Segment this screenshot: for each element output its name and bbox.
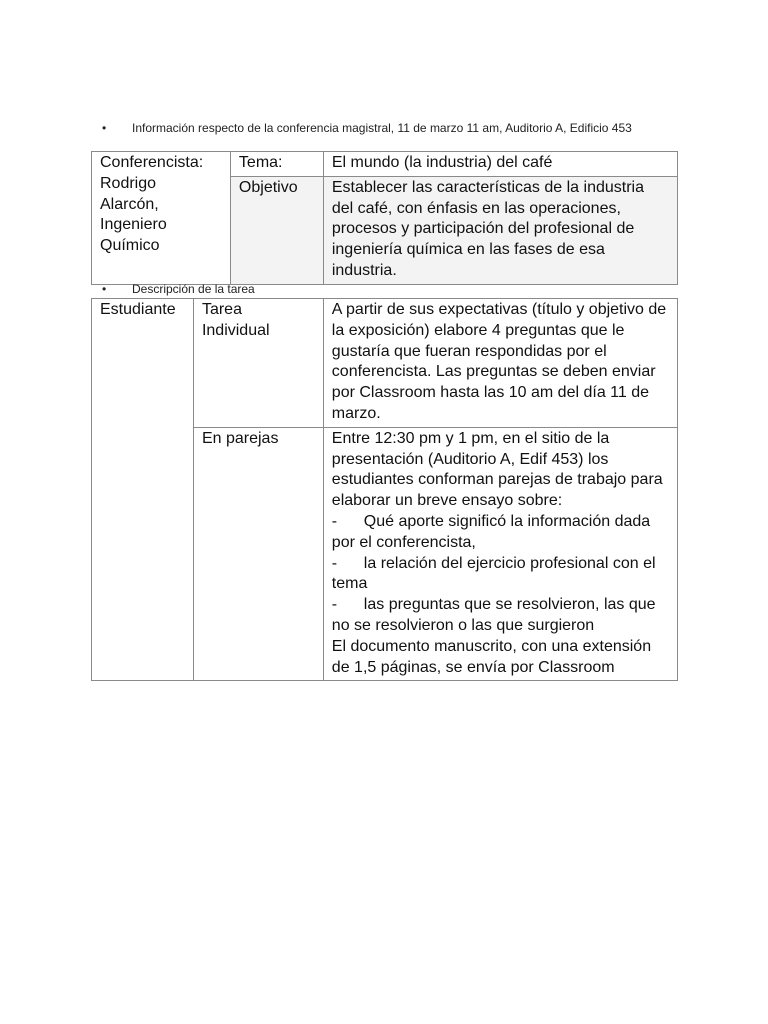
- task-description-text: Descripción de la tarea: [132, 282, 255, 296]
- bullet-icon: •: [102, 121, 107, 135]
- task-description-bullet: [102, 282, 255, 296]
- task-individual-value-cell: A partir de sus expectativas (título y objetivo de la exposición) elabore 4 preguntas que le gustaría que fueran respondidas por el conferencista. Las preguntas se deben enviar por Classroom hasta las 10 am del día 11 de marzo.: [323, 299, 677, 428]
- role-cell: Estudiante: [92, 299, 194, 681]
- conference-table: [91, 151, 678, 285]
- conference-info-text: Información respecto de la conferencia magistral, 11 de marzo 11 am, Auditorio A, Edificio 453: [132, 121, 632, 135]
- task-individual-label-cell: Tarea Individual: [193, 299, 323, 428]
- table-row: [92, 299, 678, 428]
- speaker-cell: Conferencista: Rodrigo Alarcón, Ingeniero Químico: [92, 152, 231, 285]
- task-pairs-value-cell: Entre 12:30 pm y 1 pm, en el sitio de la presentación (Auditorio A, Edif 453) los estudiantes conforman parejas de trabajo para elaborar un breve ensayo sobre: - Qué aporte significó la información dada por el conferencista, - la relación del ejercicio profesional con el tema - las preguntas que se resolvieron, las que no se resolvieron o las que surgieron El documento manuscrito, con una extensión de 1,5 páginas, se envía por Classroom: [323, 427, 677, 681]
- theme-label-cell: Tema:: [230, 152, 323, 177]
- task-table: [91, 298, 678, 681]
- task-pairs-label-cell: En parejas: [193, 427, 323, 681]
- bullet-icon: •: [102, 282, 107, 296]
- objective-label-cell: Objetivo: [230, 176, 323, 284]
- objective-value-cell: Establecer las características de la industria del café, con énfasis en las operaciones, procesos y participación del profesional de ingeniería química en las fases de esa industria.: [323, 176, 677, 284]
- theme-value-cell: El mundo (la industria) del café: [323, 152, 677, 177]
- table-row: [92, 152, 678, 177]
- conference-info-bullet: [102, 121, 632, 135]
